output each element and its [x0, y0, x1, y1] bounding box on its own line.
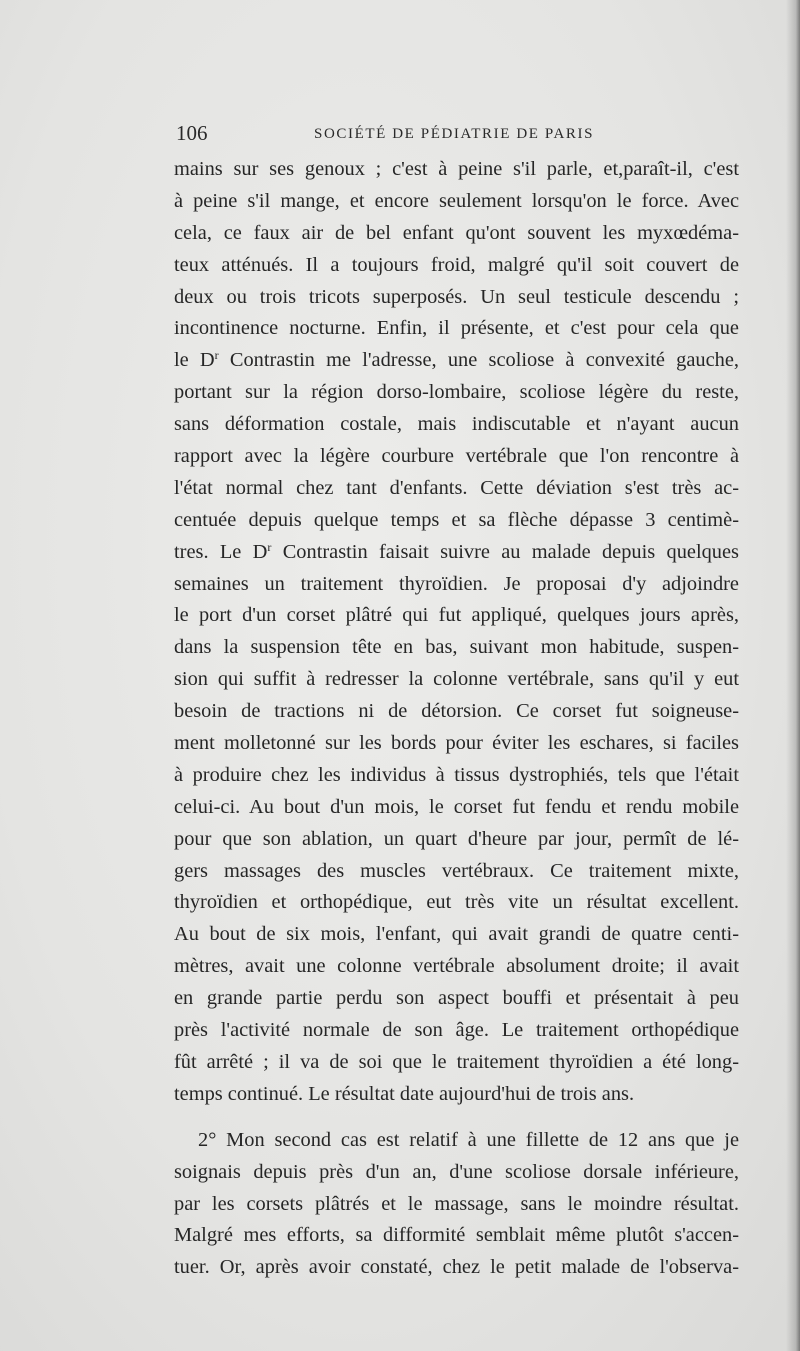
text-line: deux ou trois tricots superposés. Un seul testicule descendu ; [174, 285, 739, 308]
text-line: cela, ce faux air de bel enfant qu'ont souvent les myxœdéma- [174, 221, 739, 244]
text-fragment: Contrastin faisait suivre au malade depuis quelques [271, 540, 739, 563]
text-line: incontinence nocturne. Enfin, il présente, et c'est pour cela que [174, 317, 739, 340]
text-line [174, 345, 739, 377]
body-text [174, 154, 739, 1284]
text-line [174, 537, 739, 569]
text-line: temps continué. Le résultat date aujourd'hui de trois ans. [174, 1082, 635, 1105]
text-line: soignais depuis près d'un an, d'une scoliose dorsale inférieure, [174, 1160, 739, 1183]
superscript: r [214, 348, 219, 363]
text-line: mains sur ses genoux ; c'est à peine s'il parle, et,paraît-il, c'est [174, 158, 739, 180]
running-head: SOCIÉTÉ DE PÉDIATRIE DE PARIS [314, 126, 595, 142]
text-line: mètres, avait une colonne vertébrale absolument droite; il avait [174, 955, 739, 978]
text-line: à produire chez les individus à tissus dystrophiés, tels que l'était [174, 763, 739, 786]
text-line: semaines un traitement thyroïdien. Je proposai d'y adjoindre [174, 572, 739, 595]
text-line: sans déformation costale, mais indiscutable et n'ayant aucun [174, 413, 739, 436]
text-line: Au bout de six mois, l'enfant, qui avait grandi de quatre centi- [174, 923, 739, 946]
text-line: thyroïdien et orthopédique, eut très vite un résultat excellent. [174, 891, 739, 914]
text-line: portant sur la région dorso-lombaire, scoliose légère du reste, [174, 381, 739, 404]
text-line: fût arrêté ; il va de soi que le traitement thyroïdien a été long- [174, 1050, 739, 1073]
page-edge-shadow [786, 0, 800, 1351]
text-line: pour que son ablation, un quart d'heure par jour, permît de lé- [174, 827, 739, 850]
text-line: tuer. Or, après avoir constaté, chez le petit malade de l'observa- [174, 1256, 739, 1279]
text-line: Malgré mes efforts, sa difformité semblait même plutôt s'accen- [174, 1224, 739, 1247]
text-line: besoin de tractions ni de détorsion. Ce corset fut soigneuse- [174, 700, 739, 723]
text-fragment: Contrastin me l'adresse, une scoliose à convexité gauche, [218, 349, 739, 372]
text-line: sion qui suffit à redresser la colonne vertébrale, sans qu'il y eut [174, 668, 739, 691]
page-number: 106 [176, 121, 208, 145]
text-line: le port d'un corset plâtré qui fut appliqué, quelques jours après, [174, 604, 739, 627]
text-line: celui-ci. Au bout d'un mois, le corset fut fendu et rendu mobile [174, 795, 739, 818]
superscript: r [267, 539, 272, 554]
paragraph-gap [174, 1111, 739, 1125]
text-fragment: tres. Le D [174, 540, 268, 563]
text-line: à peine s'il mange, et encore seulement lorsqu'on le force. Avec [174, 189, 739, 212]
text-line: rapport avec la légère courbure vertébrale que l'on rencontre à [174, 445, 739, 468]
text-line: en grande partie perdu son aspect bouffi et présentait à peu [174, 987, 739, 1010]
paragraph-2 [174, 1125, 739, 1284]
text-line: gers massages des muscles vertébraux. Ce traitement mixte, [174, 859, 739, 882]
text-line: par les corsets plâtrés et le massage, sans le moindre résultat. [174, 1192, 739, 1215]
text-line: teux atténués. Il a toujours froid, malgré qu'il soit couvert de [174, 253, 739, 276]
text-line: ment molletonné sur les bords pour éviter les eschares, si faciles [174, 732, 739, 755]
text-fragment: le D [174, 349, 215, 372]
text-line: près l'activité normale de son âge. Le traitement orthopédique [174, 1019, 739, 1042]
paragraph-1 [174, 154, 739, 1111]
page-header [176, 120, 742, 146]
text-line: dans la suspension tête en bas, suivant mon habitude, suspen- [174, 636, 739, 659]
text-line: centuée depuis quelque temps et sa flèche dépasse 3 centimè- [174, 508, 739, 531]
text-line: 2° Mon second cas est relatif à une fillette de 12 ans que je [198, 1128, 739, 1151]
text-line: l'état normal chez tant d'enfants. Cette déviation s'est très ac- [174, 476, 739, 499]
